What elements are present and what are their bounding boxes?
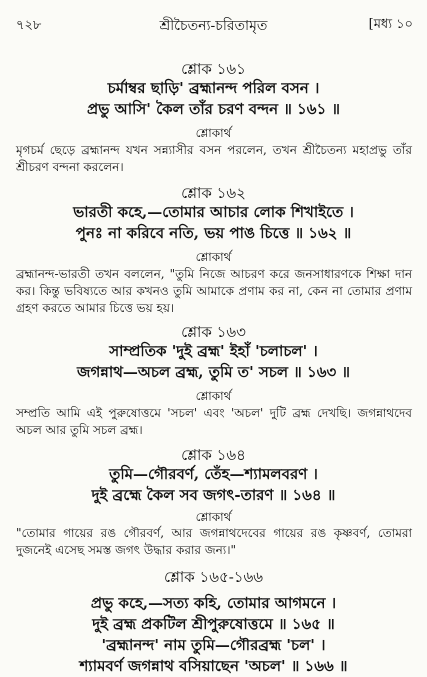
shloka-heading: শ্লোক ১৬২ [181,184,246,202]
translation-164: "তোমার গায়ের রঙ গৌরবর্ণ, আর জগন্নাথদেবের গায়ের রঙ কৃষ্ণবর্ণ, তোমরা দুজনেই এসেছ সমস্ত জগৎ উদ্ধার করার জন্য।" [16,526,412,557]
shloka-heading: শ্লোক ১৬১ [181,60,246,78]
verse-line: প্রভু আসি' কৈল তাঁর চরণ বন্দন ॥ ১৬১ ॥ [87,100,340,118]
verse-line: সাম্প্রতিক 'দুই ব্রহ্ম' ইহাঁ 'চলাচল' । [109,342,318,360]
translation-161: মৃগচর্ম ছেড়ে ব্রহ্মানন্দ যখন সন্ন্যাসীর বসন পরলেন, তখন শ্রীচৈতন্য মহাপ্রভু তাঁর শ্রীচরণ বন্দনা করলেন। [16,143,412,174]
verse-165-166 [0,593,427,677]
verse-line: দুই ব্রহ্ম প্রকটিল শ্রীপুরুষোত্তমে ॥ ১৬৫ ॥ [92,615,335,633]
verse-line: ভারতী কহে,—তোমার আচার লোক শিখাইতে । [73,203,354,221]
running-title: শ্রীচৈতন্য-চরিতামৃত [159,18,268,34]
verse-line: চর্মাম্বর ছাড়ি' ব্রহ্মানন্দ পরিল বসন । [107,79,320,97]
shloka-165-166 [0,566,427,591]
page-header [0,14,427,36]
verse-161 [0,78,427,120]
verse-line: পুনঃ না করিবে নতি, ভয় পাঙ চিত্তে ॥ ১৬২ ॥ [75,224,352,242]
translation-label: শ্লোকার্থ [195,250,232,264]
shloka-heading: শ্লোক ১৬৩ [181,323,246,341]
shloka-heading: শ্লোক ১৬৫-১৬৬ [163,568,264,586]
verse-line: শ্যামবর্ণ জগন্নাথ বসিয়াছেন 'অচল' ॥ ১৬৬ ॥ [79,657,348,675]
verse-line: জগন্নাথ—অচল ব্রহ্ম, তুমি ত' সচল ॥ ১৬৩ ॥ [77,363,350,381]
translation-label: শ্লোকার্থ [195,389,232,403]
translation-label: শ্লোকার্থ [195,126,232,140]
translation-162: ব্রহ্মানন্দ-ভারতী তখন বললেন, "তুমি নিজে আচরণ করে জনসাধারণকে শিক্ষা দান কর। কিন্তু ভবিষ্যতে আর কখনও তুমি আমাকে প্রণাম কর না, কেন না তোমার প্রণাম গ্রহণ করতে আমার চিত্তে ভয় হয়। [16,267,412,315]
shloka-heading: শ্লোক ১৬৪ [181,446,246,464]
verse-line: 'ব্রহ্মানন্দ' নাম তুমি—গৌরব্রহ্ম 'চল' । [101,636,326,654]
translation-label: শ্লোকার্থ [195,510,232,524]
verse-line: দুই ব্রহ্মে কৈল সব জগৎ-তারণ ॥ ১৬৪ ॥ [91,486,336,504]
page-number: ৭২৮ [16,18,42,33]
verse-line: প্রভু কহে,—সত্য কহি, তোমার আগমনে । [90,594,337,612]
section-marker: [মধ্য ১০ [368,17,413,32]
verse-163 [0,341,427,383]
verse-164 [0,464,427,506]
verse-162 [0,202,427,244]
translation-163: সম্প্রতি আমি এই পুরুষোত্তমে 'সচল' এবং 'অচল' দুটি ব্রহ্ম দেখছি। জগন্নাথদেব অচল আর তুমি সচল ব্রহ্ম। [16,406,412,437]
verse-line: তুমি—গৌরবর্ণ, তেঁহ—শ্যামলবরণ । [109,465,318,483]
